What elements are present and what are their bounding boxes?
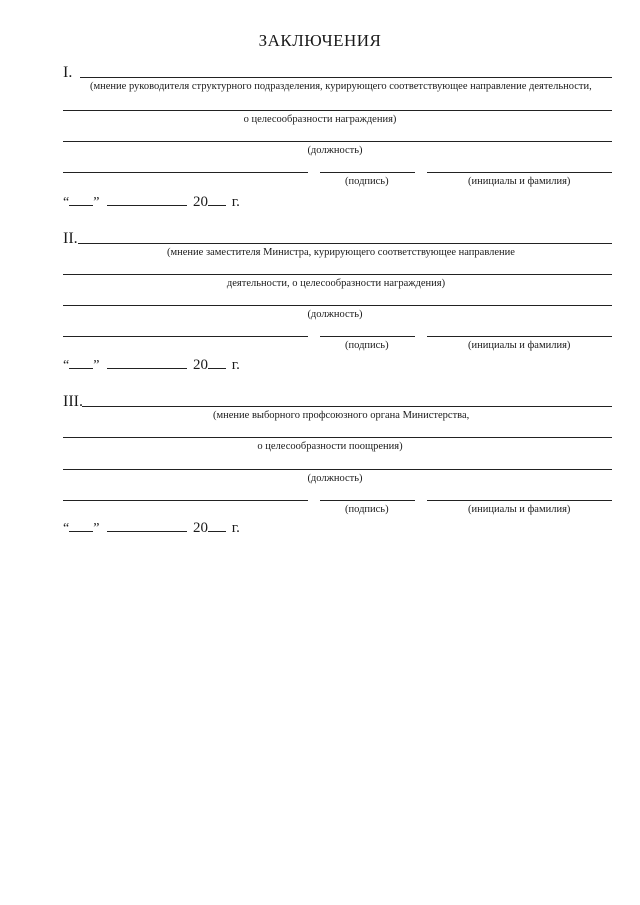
year-prefix: 20 [192,194,208,210]
date-row [63,356,240,374]
opinion-line[interactable] [63,437,612,438]
initials-line[interactable] [427,336,612,337]
position-line[interactable] [63,336,308,337]
year-suffix: г. [231,520,240,536]
open-quote: “ [63,358,70,373]
month-field[interactable] [107,193,187,206]
opinion-line[interactable] [63,274,612,275]
year-prefix: 20 [192,357,208,373]
signature-caption: (подпись) [345,504,389,515]
year-prefix: 20 [192,520,208,536]
open-quote: “ [63,195,70,210]
opinion-caption: деятельности, о целесообразности награждения) [226,278,446,289]
signature-line[interactable] [320,336,415,337]
close-quote: ” [93,195,100,210]
opinion-caption: (мнение заместителя Министра, курирующего соответствующее направление [167,247,515,258]
position-caption: (должность) [307,473,363,484]
position-line[interactable] [63,305,612,306]
initials-caption: (инициалы и фамилия) [468,340,571,351]
close-quote: ” [93,358,100,373]
signature-caption: (подпись) [345,340,389,351]
opinion-line[interactable] [78,243,612,244]
opinion-caption: о целесообразности награждения) [243,114,397,125]
signature-line[interactable] [320,500,415,501]
section-numeral: I. [63,64,73,81]
initials-line[interactable] [427,500,612,501]
year-field[interactable] [208,193,226,206]
year-suffix: г. [231,194,240,210]
opinion-line[interactable] [63,110,612,111]
position-line[interactable] [63,469,612,470]
date-row [63,519,240,537]
signature-line[interactable] [320,172,415,173]
month-field[interactable] [107,519,187,532]
open-quote: “ [63,521,70,536]
opinion-line[interactable] [80,77,612,78]
section-numeral: III. [63,393,83,410]
position-caption: (должность) [307,309,363,320]
section-numeral: II. [63,230,78,247]
initials-caption: (инициалы и фамилия) [468,504,571,515]
opinion-caption: (мнение выборного профсоюзного органа Министерства, [213,410,470,421]
day-field[interactable] [69,193,93,206]
close-quote: ” [93,521,100,536]
year-field[interactable] [208,519,226,532]
opinion-line[interactable] [82,406,612,407]
initials-caption: (инициалы и фамилия) [468,176,571,187]
opinion-caption: о целесообразности поощрения) [257,441,403,452]
document-title: ЗАКЛЮЧЕНИЯ [258,31,382,50]
opinion-caption: (мнение руководителя структурного подразделения, курирующего соответствующее направление деятельности, [90,81,592,92]
date-row [63,193,240,211]
year-suffix: г. [231,357,240,373]
year-field[interactable] [208,356,226,369]
position-line[interactable] [63,172,308,173]
day-field[interactable] [69,519,93,532]
position-line[interactable] [63,500,308,501]
initials-line[interactable] [427,172,612,173]
day-field[interactable] [69,356,93,369]
position-caption: (должность) [307,145,363,156]
position-line[interactable] [63,141,612,142]
month-field[interactable] [107,356,187,369]
signature-caption: (подпись) [345,176,389,187]
